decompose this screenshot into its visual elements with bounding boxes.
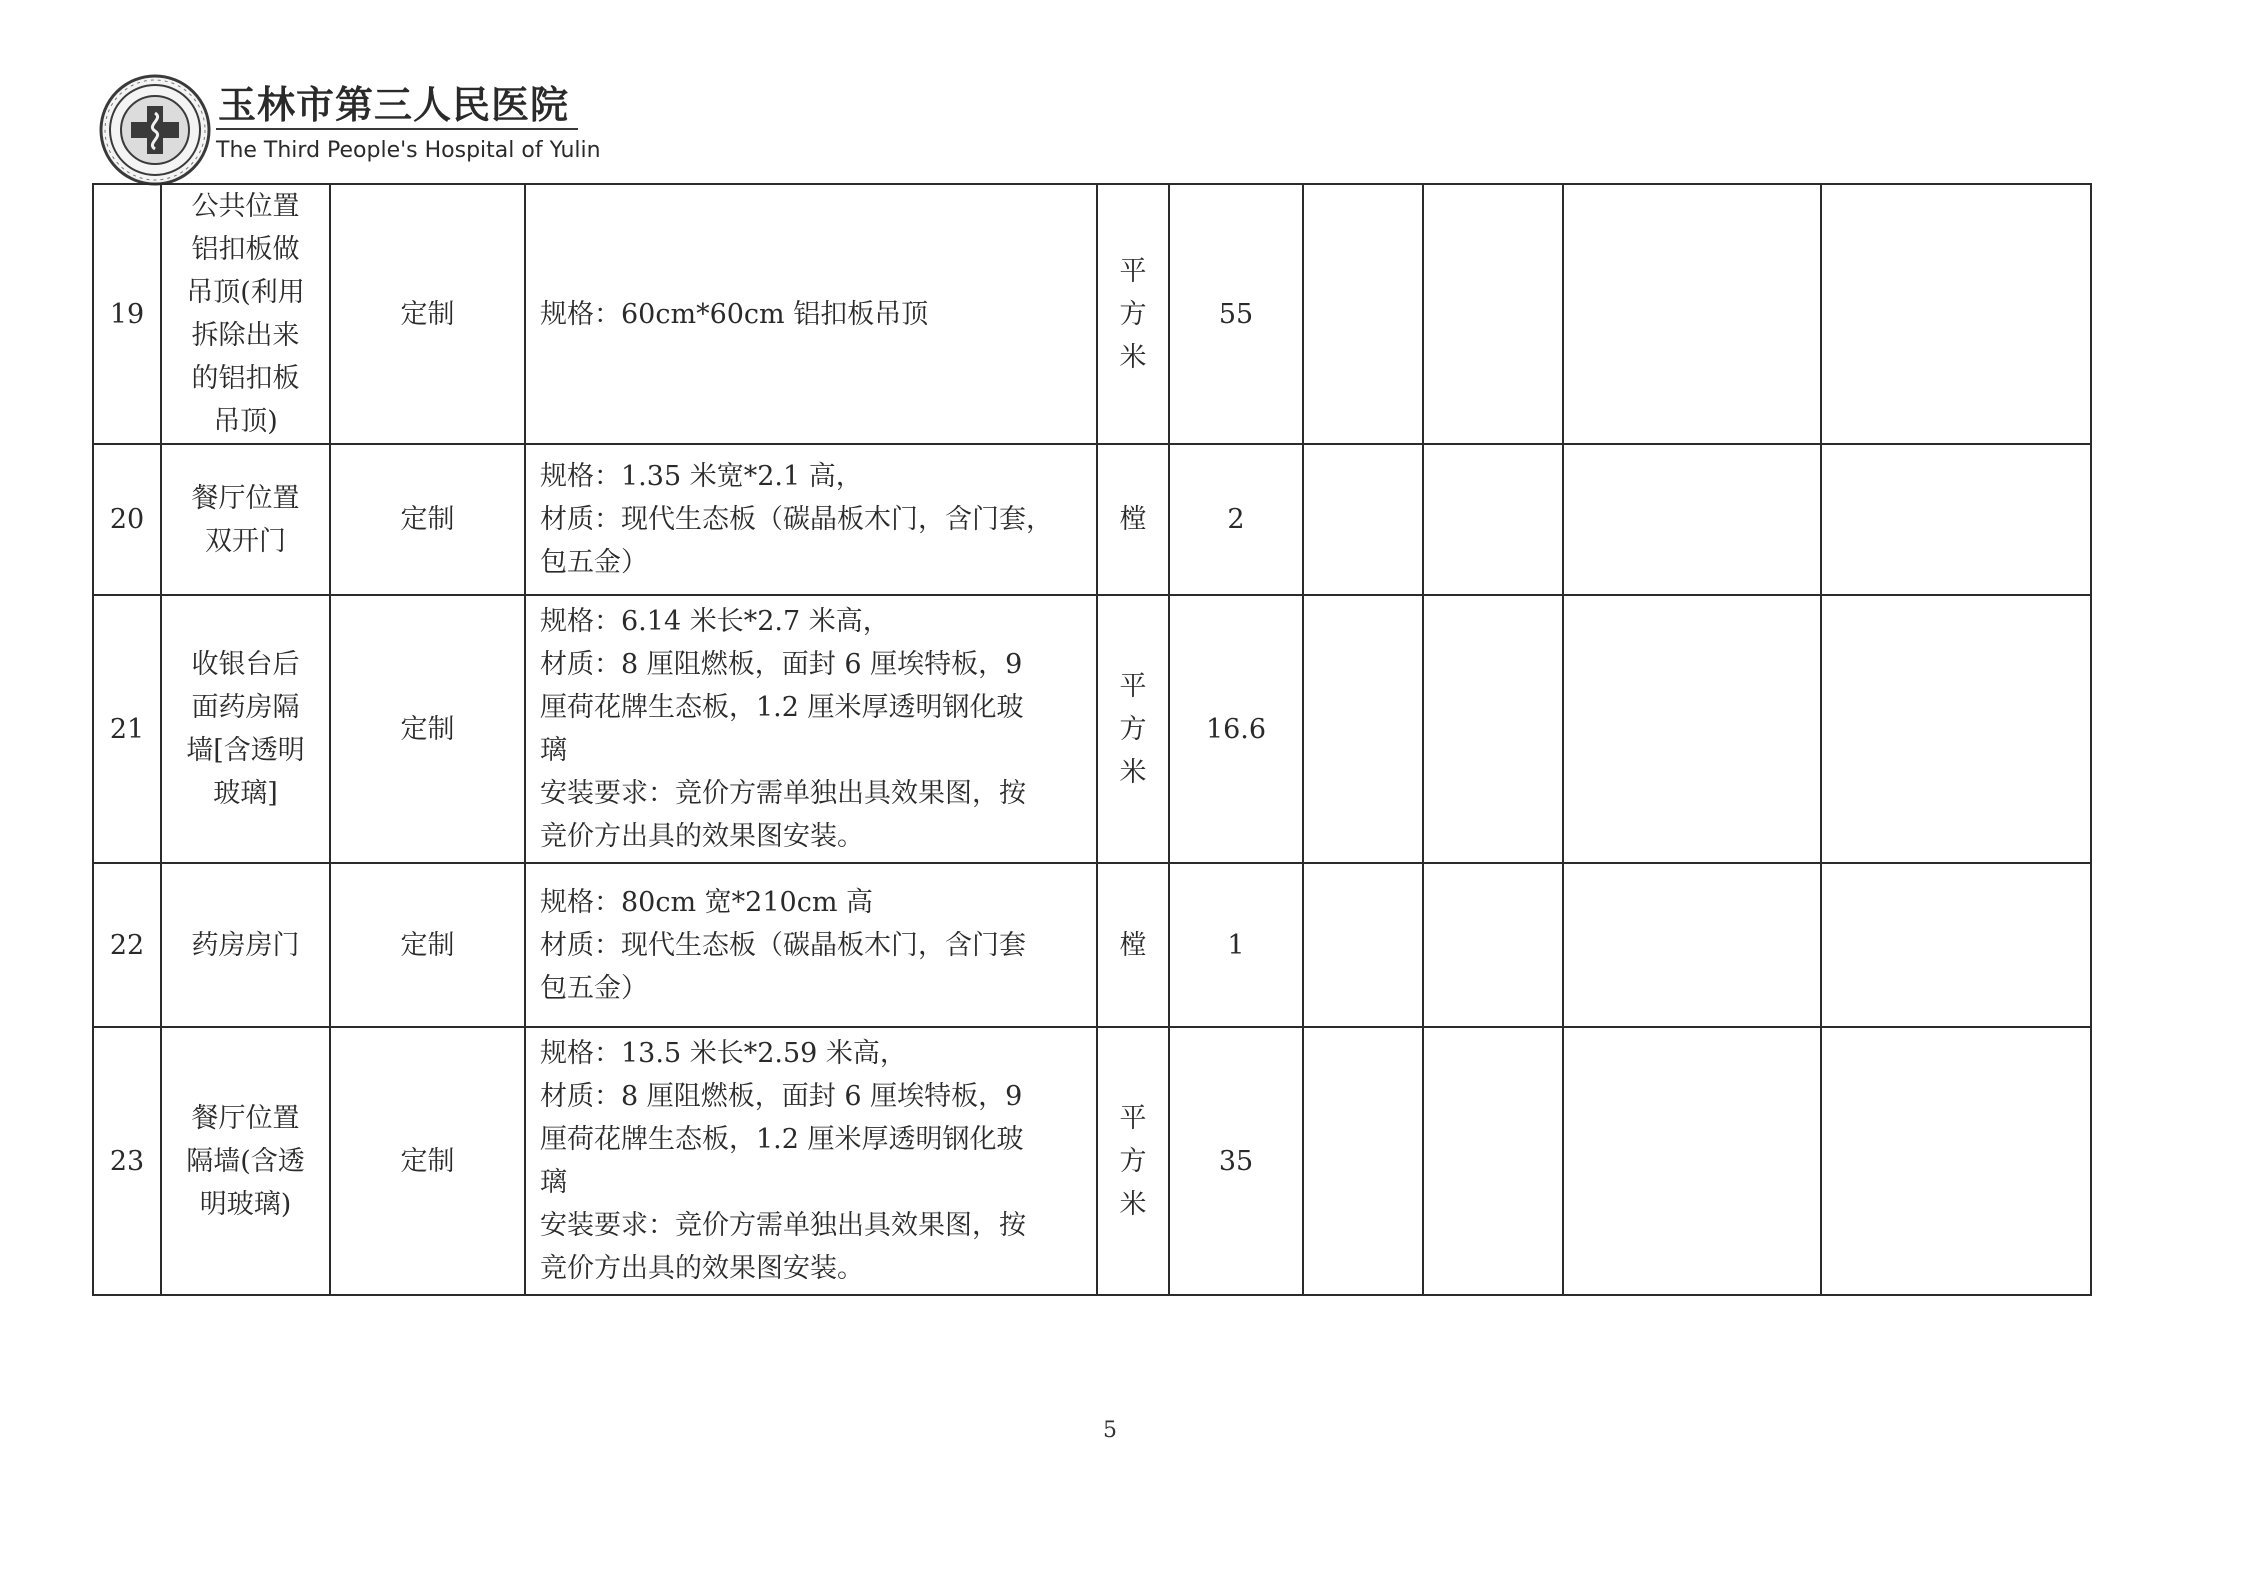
item-unit-char: 方 [1119,1145,1147,1177]
empty-cell [1303,184,1423,444]
empty-cell [1563,1027,1821,1295]
item-spec-line: 竞价方出具的效果图安装。 [540,1253,864,1284]
page-number: 5 [1103,1418,1117,1443]
item-spec-line: 竞价方出具的效果图安装。 [540,821,864,852]
item-spec [525,184,1097,444]
item-spec-line: 规格：6.14 米长*2.7 米高， [540,606,890,637]
item-unit-char: 平 [1119,255,1147,287]
table-row [93,863,2091,1027]
empty-cell [1563,863,1821,1027]
item-unit-char: 平 [1119,670,1147,702]
header-rule [216,128,578,130]
empty-cell [1821,595,2091,863]
item-name-line: 吊顶) [213,406,278,437]
item-unit-char: 平 [1119,1102,1147,1134]
item-quantity: 1 [1169,863,1303,1027]
item-name-line: 铝扣板做 [191,234,300,265]
item-number: 21 [93,595,161,863]
item-spec-line: 厘荷花牌生态板，1.2 厘米厚透明钢化玻 [540,692,1024,723]
item-spec [525,444,1097,595]
item-name-line: 餐厅位置 [191,1102,300,1134]
item-spec-line: 包五金） [540,972,648,1004]
item-quantity: 55 [1169,184,1303,444]
table-row [93,444,2091,595]
items-table [92,183,2092,1296]
table-row [93,595,2091,863]
item-name [161,184,330,444]
item-name-line: 餐厅位置 [191,482,300,514]
item-name [161,444,330,595]
item-spec-line: 规格：1.35 米宽*2.1 高， [540,461,863,492]
item-unit-char: 米 [1119,756,1147,788]
hospital-name-en: The Third People's Hospital of Yulin [216,138,601,163]
empty-cell [1303,1027,1423,1295]
empty-cell [1821,1027,2091,1295]
item-type: 定制 [330,444,525,595]
item-unit [1097,863,1169,1027]
item-name [161,863,330,1027]
item-name-line: 双开门 [205,525,286,557]
item-type: 定制 [330,595,525,863]
item-unit-char: 樘 [1119,504,1147,535]
item-quantity: 16.6 [1169,595,1303,863]
item-unit-char: 方 [1119,298,1147,330]
empty-cell [1821,863,2091,1027]
item-spec-line: 规格：60cm*60cm 铝扣板吊顶 [540,298,929,330]
item-unit-char: 方 [1119,713,1147,745]
item-unit [1097,184,1169,444]
empty-cell [1821,184,2091,444]
item-name [161,1027,330,1295]
item-spec-line: 材质：8 厘阻燃板，面封 6 厘埃特板，9 [540,649,1023,680]
item-name-line: 拆除出来 [191,320,300,351]
empty-cell [1821,444,2091,595]
item-spec-line: 材质：现代生态板（碳晶板木门，含门套， [540,504,1053,535]
item-spec-line: 规格：80cm 宽*210cm 高 [540,886,874,918]
item-name [161,595,330,863]
item-spec-line: 规格：13.5 米长*2.59 米高， [540,1038,907,1069]
item-spec [525,1027,1097,1295]
item-name-line: 面药房隔 [191,692,300,723]
item-unit [1097,595,1169,863]
table-row [93,1027,2091,1295]
item-name-line: 玻璃] [213,778,278,809]
empty-cell [1563,184,1821,444]
item-name-line: 公共位置 [191,191,300,222]
item-name-line: 药房房门 [191,929,300,961]
item-number: 19 [93,184,161,444]
empty-cell [1303,595,1423,863]
item-spec-line: 璃 [540,1167,567,1198]
hospital-seal-icon [98,73,212,187]
item-number: 20 [93,444,161,595]
item-spec [525,595,1097,863]
item-spec [525,863,1097,1027]
item-quantity: 35 [1169,1027,1303,1295]
empty-cell [1423,184,1563,444]
item-unit [1097,1027,1169,1295]
item-spec-line: 安装要求：竞价方需单独出具效果图，按 [540,778,1026,809]
item-spec-line: 材质：8 厘阻燃板，面封 6 厘埃特板，9 [540,1081,1023,1112]
item-number: 22 [93,863,161,1027]
item-spec-line: 厘荷花牌生态板，1.2 厘米厚透明钢化玻 [540,1124,1024,1155]
empty-cell [1423,595,1563,863]
empty-cell [1423,863,1563,1027]
item-spec-line: 安装要求：竞价方需单独出具效果图，按 [540,1210,1026,1241]
item-type: 定制 [330,184,525,444]
item-name-line: 吊顶(利用 [186,277,305,308]
empty-cell [1423,444,1563,595]
item-unit-char: 米 [1119,1188,1147,1220]
item-spec-line: 材质：现代生态板（碳晶板木门，含门套 [540,929,1026,961]
item-name-line: 收银台后 [191,649,300,680]
empty-cell [1563,444,1821,595]
item-name-line: 隔墙(含透 [186,1145,305,1177]
item-quantity: 2 [1169,444,1303,595]
empty-cell [1423,1027,1563,1295]
item-name-line: 明玻璃) [199,1188,292,1220]
table-row [93,184,2091,444]
letterhead [98,70,618,180]
item-name-line: 的铝扣板 [191,363,300,394]
item-spec-line: 璃 [540,735,567,766]
item-type: 定制 [330,863,525,1027]
empty-cell [1303,863,1423,1027]
item-number: 23 [93,1027,161,1295]
item-unit-char: 米 [1119,341,1147,373]
item-name-line: 墙[含透明 [186,735,305,766]
item-type: 定制 [330,1027,525,1295]
empty-cell [1303,444,1423,595]
item-unit-char: 樘 [1119,929,1147,961]
hospital-name-cn: 玉林市第三人民医院 [218,83,570,127]
item-unit [1097,444,1169,595]
empty-cell [1563,595,1821,863]
item-spec-line: 包五金） [540,547,648,578]
